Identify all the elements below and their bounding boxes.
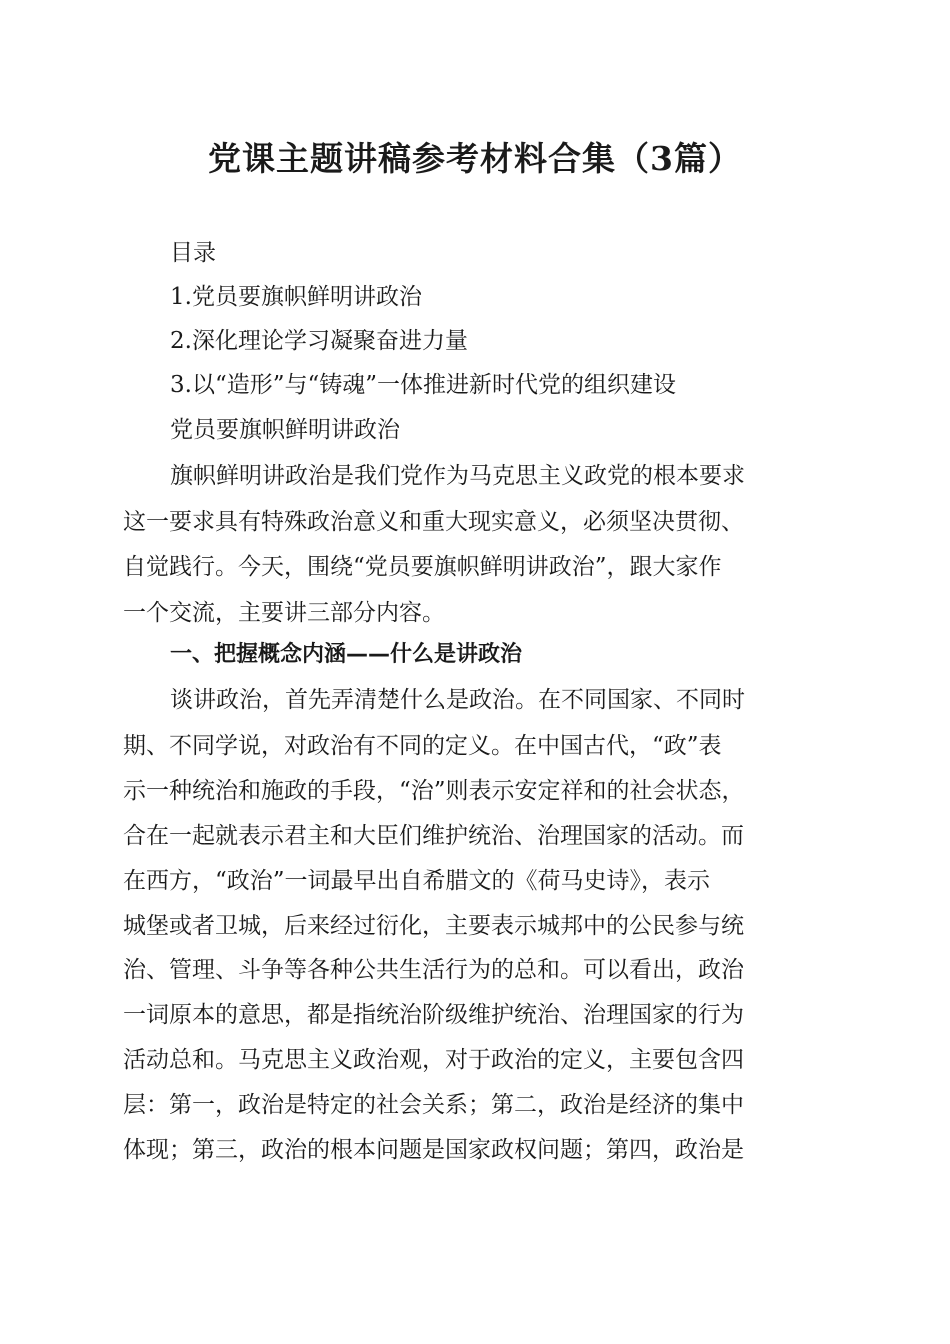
paragraph-line: 体现；第三，政治的根本问题是国家政权问题；第四，政治是 [123, 1137, 744, 1163]
paragraph-line: 谈讲政治，首先弄清楚什么是政治。在不同国家、不同时 [170, 687, 745, 713]
paragraph-line: 治、管理、斗争等各种公共生活行为的总和。可以看出，政治 [123, 957, 744, 983]
paragraph-line: 旗帜鲜明讲政治是我们党作为马克思主义政党的根本要求 [170, 463, 745, 489]
toc-item-1: 1.党员要旗帜鲜明讲政治 [170, 284, 422, 310]
paragraph-line: 层：第一，政治是特定的社会关系；第二，政治是经济的集中 [123, 1092, 744, 1118]
toc-label: 目录 [170, 240, 216, 266]
paragraph-line: 在西方，“政治”一词最早出自希腊文的《荷马史诗》，表示 [123, 868, 711, 894]
paragraph-line: 城堡或者卫城，后来经过衍化，主要表示城邦中的公民参与统 [123, 913, 744, 939]
paragraph-line: 合在一起就表示君主和大臣们维护统治、治理国家的活动。而 [123, 823, 744, 849]
paragraph-line: 这一要求具有特殊政治意义和重大现实意义，必须坚决贯彻、 [123, 509, 744, 535]
paragraph-line: 活动总和。马克思主义政治观，对于政治的定义，主要包含四 [123, 1047, 744, 1073]
toc-item-2: 2.深化理论学习凝聚奋进力量 [170, 328, 468, 354]
article-title: 党员要旗帜鲜明讲政治 [170, 417, 400, 443]
paragraph-line: 示一种统治和施政的手段，“治”则表示安定祥和的社会状态， [123, 778, 745, 804]
section-heading: 一、把握概念内涵——什么是讲政治 [170, 642, 523, 667]
document-title: 党课主题讲稿参考材料合集（3篇） [208, 139, 742, 178]
paragraph-line: 一个交流，主要讲三部分内容。 [123, 600, 445, 626]
paragraph-line: 自觉践行。今天，围绕“党员要旗帜鲜明讲政治”，跟大家作 [123, 554, 722, 580]
paragraph-line: 期、不同学说，对政治有不同的定义。在中国古代，“政”表 [123, 733, 722, 759]
paragraph-line: 一词原本的意思，都是指统治阶级维护统治、治理国家的行为 [123, 1002, 744, 1028]
toc-item-3: 3.以“造形”与“铸魂”一体推进新时代党的组织建设 [170, 372, 676, 398]
